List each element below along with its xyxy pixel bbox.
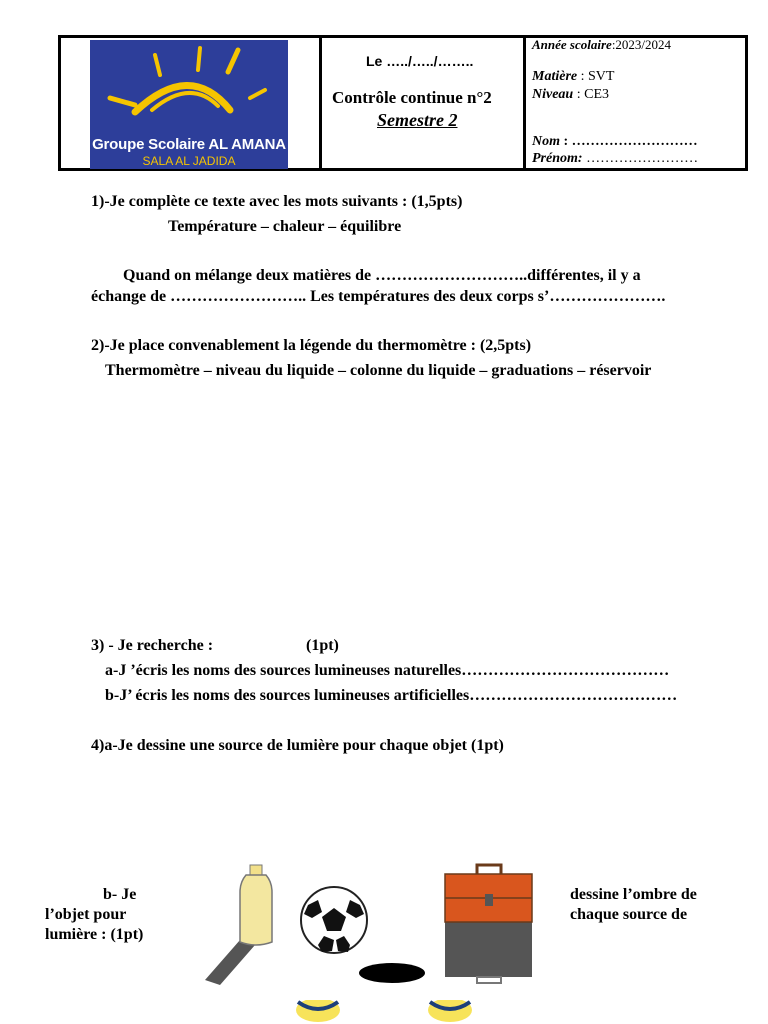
objects-illustration xyxy=(200,860,545,990)
date-field: Le …../…../…….. xyxy=(366,53,474,69)
year-label: Année scolaire xyxy=(532,37,612,52)
q1-text-line2: échange de …………………….. Les températures des deux corps s’…………………. xyxy=(91,288,666,305)
q1-words: Température – chaleur – équilibre xyxy=(168,218,402,235)
nom-label: Nom xyxy=(532,134,560,149)
nom-value: : ……………………… xyxy=(560,134,698,149)
q4b-left-3: lumière : (1pt) xyxy=(45,926,144,943)
q4b-left-2: l’objet pour xyxy=(45,906,127,923)
q4-title: 4)a-Je dessine une source de lumière pour chaque objet (1pt) xyxy=(91,737,504,754)
ball-shadow xyxy=(359,963,425,983)
prenom-label: Prénom: xyxy=(532,151,583,166)
q3-title: 3) - Je recherche : xyxy=(91,637,214,654)
school-logo xyxy=(90,40,288,169)
level-label: Niveau xyxy=(532,87,574,102)
exam-title: Contrôle continue n°2 xyxy=(332,88,492,107)
level-line xyxy=(532,87,609,103)
year-value: :2023/2024 xyxy=(611,37,672,52)
q1-text-line1: Quand on mélange deux matières de ………………………..différentes, il y a xyxy=(123,267,641,284)
nom-line xyxy=(532,134,698,150)
q2-words: Thermomètre – niveau du liquide – colonne du liquide – graduations – réservoir xyxy=(105,362,652,379)
semester-label: Semestre 2 xyxy=(377,110,458,130)
logo-subtitle: SALA AL JADIDA xyxy=(142,154,236,168)
bottle-icon xyxy=(205,865,272,985)
subject-value: : SVT xyxy=(577,69,615,84)
q3-b: b-J’ écris les noms des sources lumineuses artificielles………………………………… xyxy=(105,687,678,704)
q4b-right-2: chaque source de xyxy=(570,906,688,923)
header-divider xyxy=(319,38,322,168)
header-divider xyxy=(523,38,526,168)
briefcase-icon xyxy=(445,865,532,983)
q4b-left-1: b- Je xyxy=(103,886,137,903)
subject-line xyxy=(532,69,614,85)
logo-title: Groupe Scolaire AL AMANA xyxy=(92,136,286,153)
prenom-value: …………………… xyxy=(582,151,699,166)
subject-label: Matière xyxy=(532,69,578,84)
level-value: : CE3 xyxy=(573,87,609,102)
q2-title: 2)-Je place convenablement la légende du thermomètre : (2,5pts) xyxy=(91,337,532,354)
q3-points: (1pt) xyxy=(306,637,339,654)
soccer-ball-icon xyxy=(301,887,367,953)
prenom-line xyxy=(532,151,698,167)
lamp-icons xyxy=(290,1000,490,1024)
school-year xyxy=(532,37,671,53)
q1-title: 1)-Je complète ce texte avec les mots suivants : (1,5pts) xyxy=(91,193,463,210)
q4b-right-1: dessine l’ombre de xyxy=(570,886,697,903)
q3-a: a-J ’écris les noms des sources lumineuses naturelles………………………………… xyxy=(105,662,670,679)
